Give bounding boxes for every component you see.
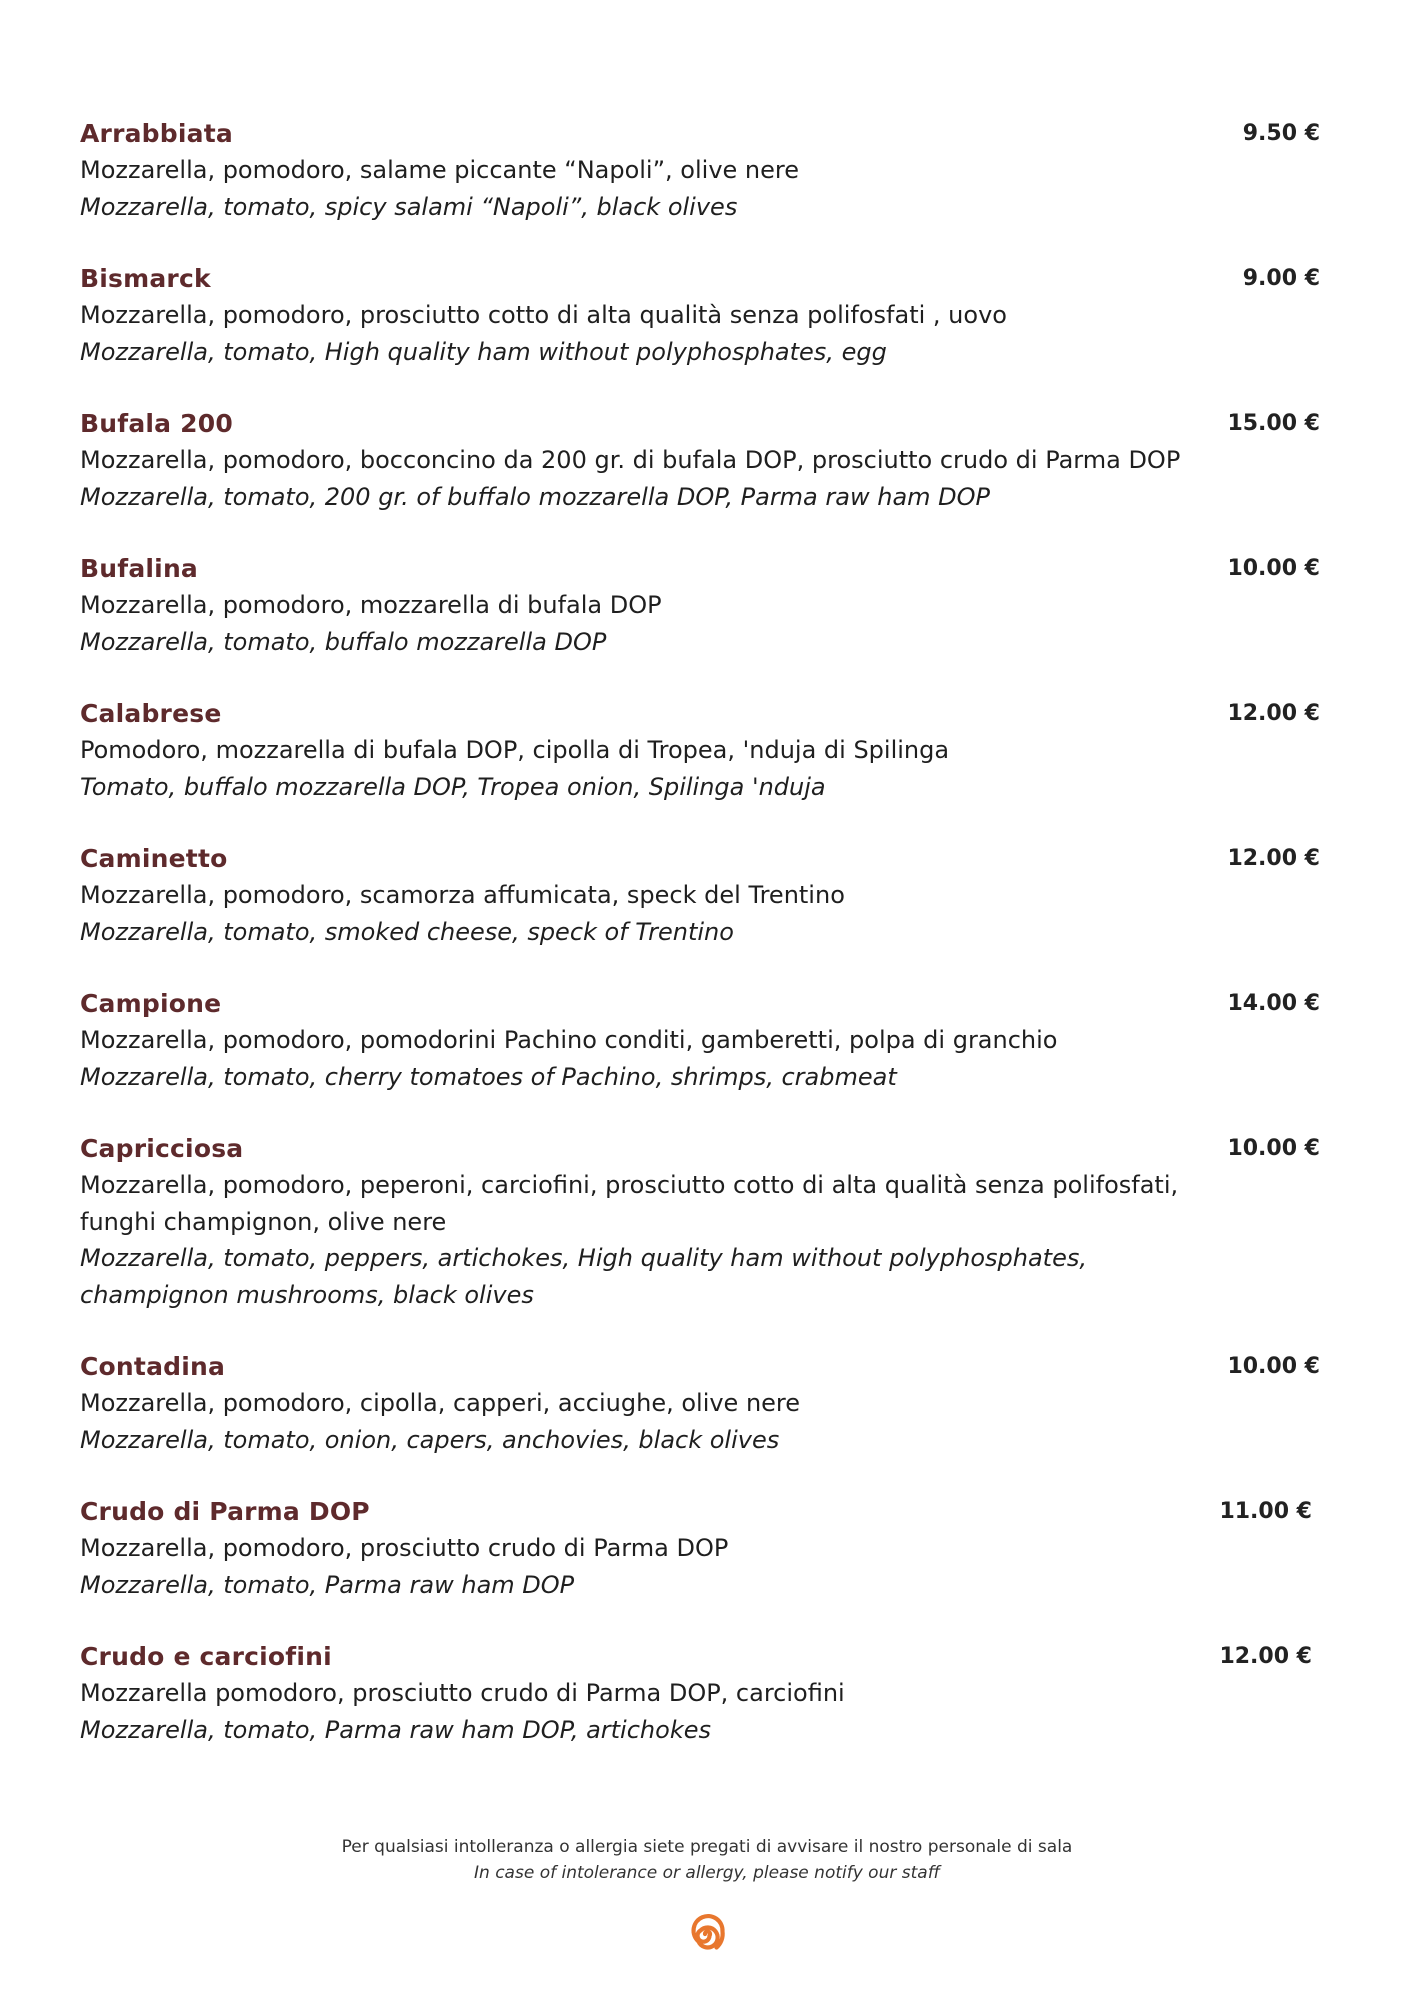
dish-ingredients-english: Mozzarella, tomato, cherry tomatoes of Pachino, shrimps, crabmeat: [80, 1062, 897, 1091]
menu-item-campione: [80, 986, 1320, 1095]
dish-ingredients-english: Mozzarella, tomato, High quality ham without polyphosphates, egg: [80, 337, 887, 366]
menu-item-contadina: [80, 1349, 1320, 1458]
dish-price: 11.00 €: [1219, 1499, 1312, 1524]
dish-name: Capricciosa: [80, 1134, 244, 1163]
menu-item-bufala-200: [80, 406, 1320, 515]
dish-price: 9.00 €: [1242, 266, 1320, 291]
dish-name: Bismarck: [80, 264, 211, 293]
pizza-menu-list: [80, 116, 1320, 1784]
dish-ingredients-italian: Mozzarella, pomodoro, bocconcino da 200 gr. di bufala DOP, prosciutto crudo di Parma DOP: [80, 446, 1181, 474]
dish-ingredients-english: Mozzarella, tomato, spicy salami “Napoli”, black olives: [80, 192, 738, 221]
dish-ingredients-english: Tomato, buffalo mozzarella DOP, Tropea onion, Spilinga 'nduja: [80, 772, 826, 801]
dish-ingredients-english: Mozzarella, tomato, peppers, artichokes, High quality ham without polyphosphates, champignon mushrooms, black olives: [80, 1244, 1087, 1309]
dish-ingredients-english: Mozzarella, tomato, Parma raw ham DOP, artichokes: [80, 1715, 711, 1744]
dish-price: 9.50 €: [1242, 121, 1320, 146]
dish-name: Caminetto: [80, 844, 228, 873]
dish-name: Campione: [80, 989, 222, 1018]
dish-price: 12.00 €: [1227, 846, 1320, 871]
dish-ingredients-english: Mozzarella, tomato, 200 gr. of buffalo mozzarella DOP, Parma raw ham DOP: [80, 482, 990, 511]
dish-price: 12.00 €: [1227, 701, 1320, 726]
dish-ingredients-italian: Mozzarella, pomodoro, prosciutto cotto di alta qualità senza polifosfati , uovo: [80, 301, 1007, 329]
menu-item-capricciosa: [80, 1131, 1320, 1313]
dish-ingredients-english: Mozzarella, tomato, onion, capers, anchovies, black olives: [80, 1425, 780, 1454]
dish-ingredients-italian: Mozzarella, pomodoro, pomodorini Pachino conditi, gamberetti, polpa di granchio: [80, 1026, 1058, 1054]
dish-price: 12.00 €: [1219, 1644, 1312, 1669]
dish-price: 15.00 €: [1227, 411, 1320, 436]
allergy-notice-italian: Per qualsiasi intolleranza o allergia siete pregati di avvisare il nostro personale di sala: [341, 1837, 1073, 1857]
allergy-notice: [0, 1834, 1414, 1886]
dish-name: Bufalina: [80, 554, 199, 583]
dish-name: Crudo di Parma DOP: [80, 1497, 370, 1526]
menu-item-crudo-e-carciofini: [80, 1639, 1320, 1748]
dish-name: Arrabbiata: [80, 119, 233, 148]
dish-ingredients-italian: Mozzarella, pomodoro, cipolla, capperi, acciughe, olive nere: [80, 1389, 801, 1417]
dish-name: Bufala 200: [80, 409, 233, 438]
menu-item-bufalina: [80, 551, 1320, 660]
dish-price: 14.00 €: [1227, 991, 1320, 1016]
dish-price: 10.00 €: [1227, 1354, 1320, 1379]
dish-ingredients-italian: Mozzarella, pomodoro, peperoni, carciofini, prosciutto cotto di alta qualità senza polifosfati, funghi champignon, olive nere: [80, 1171, 1179, 1236]
dish-ingredients-italian: Mozzarella, pomodoro, prosciutto crudo di Parma DOP: [80, 1534, 729, 1562]
spiral-logo-icon: [681, 1908, 733, 1960]
dish-ingredients-italian: Mozzarella, pomodoro, scamorza affumicata, speck del Trentino: [80, 881, 845, 909]
dish-ingredients-english: Mozzarella, tomato, smoked cheese, speck of Trentino: [80, 917, 734, 946]
dish-name: Contadina: [80, 1352, 226, 1381]
menu-item-arrabbiata: [80, 116, 1320, 225]
dish-ingredients-english: Mozzarella, tomato, Parma raw ham DOP: [80, 1570, 575, 1599]
dish-name: Calabrese: [80, 699, 222, 728]
dish-ingredients-italian: Mozzarella, pomodoro, mozzarella di bufala DOP: [80, 591, 662, 619]
menu-item-caminetto: [80, 841, 1320, 950]
dish-price: 10.00 €: [1227, 1136, 1320, 1161]
dish-ingredients-italian: Pomodoro, mozzarella di bufala DOP, cipolla di Tropea, 'nduja di Spilinga: [80, 736, 950, 764]
menu-item-calabrese: [80, 696, 1320, 805]
dish-ingredients-english: Mozzarella, tomato, buffalo mozzarella DOP: [80, 627, 607, 656]
dish-ingredients-italian: Mozzarella, pomodoro, salame piccante “Napoli”, olive nere: [80, 156, 799, 184]
dish-name: Crudo e carciofini: [80, 1642, 332, 1671]
menu-item-bismarck: [80, 261, 1320, 370]
dish-price: 10.00 €: [1227, 556, 1320, 581]
dish-ingredients-italian: Mozzarella pomodoro, prosciutto crudo di Parma DOP, carciofini: [80, 1679, 845, 1707]
allergy-notice-english: In case of intolerance or allergy, please notify our staff: [474, 1863, 940, 1883]
menu-item-crudo-di-parma-dop: [80, 1494, 1320, 1603]
